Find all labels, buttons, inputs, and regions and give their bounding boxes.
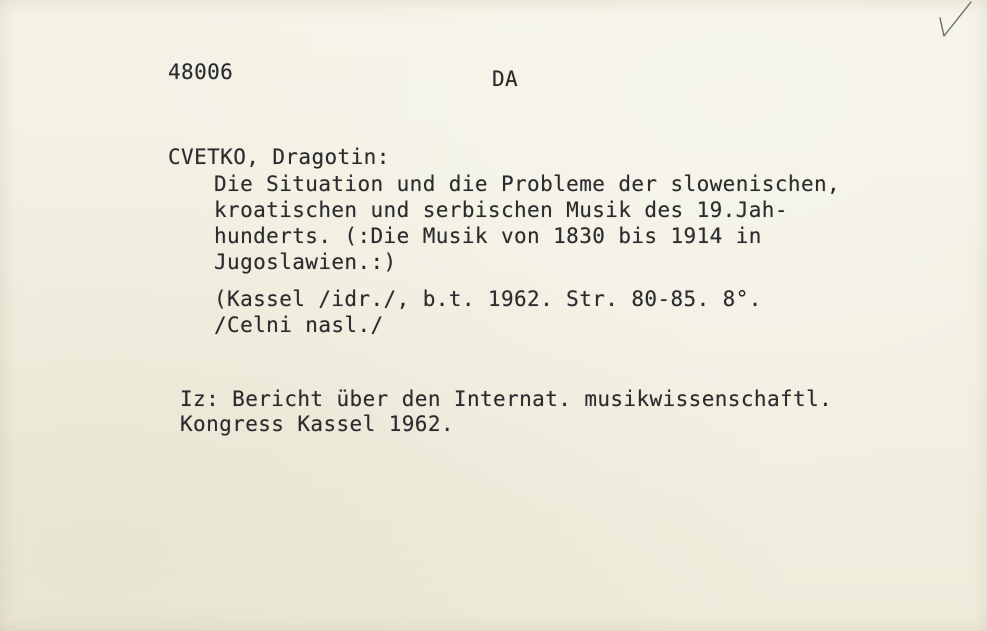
source-line: Iz: Bericht über den Internat. musikwissenschaftl. <box>180 387 833 411</box>
title-line: hunderts. (:Die Musik von 1830 bis 1914 in <box>214 224 762 248</box>
title-line: kroatischen und serbischen Musik des 19.Jah- <box>214 198 788 222</box>
collection-code: DA <box>492 67 519 91</box>
author-name: CVETKO, Dragotin: <box>168 145 390 169</box>
checkmark-icon <box>937 0 977 44</box>
title-line: Jugoslawien.:) <box>214 250 397 274</box>
source-line: Kongress Kassel 1962. <box>180 412 454 436</box>
title-line: Die Situation und die Probleme der slowenischen, <box>214 172 841 196</box>
imprint-line: (Kassel /idr./, b.t. 1962. Str. 80-85. 8°. <box>214 287 762 311</box>
record-number: 48006 <box>168 60 234 84</box>
imprint-line: /Celni nasl./ <box>214 313 384 337</box>
